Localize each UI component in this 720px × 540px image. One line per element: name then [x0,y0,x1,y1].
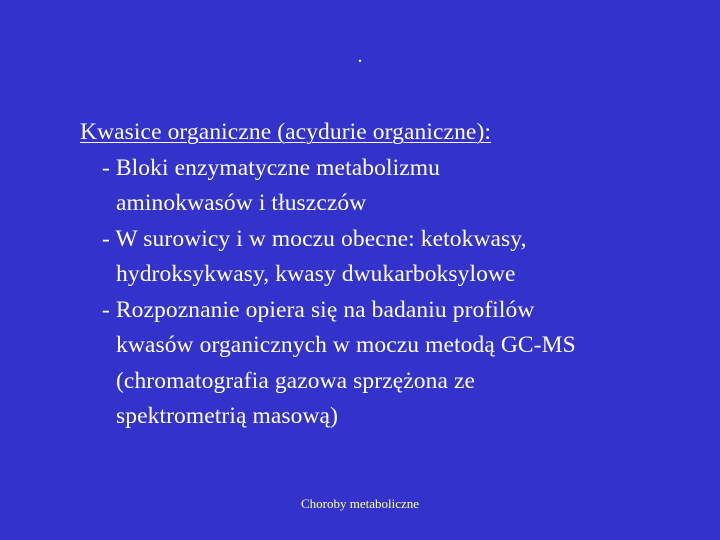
slide-title: . [357,45,363,67]
bullet-line: kwasów organicznych w moczu metodą GC-MS [116,332,576,358]
section-heading: Kwasice organiczne (acydurie organiczne): [80,119,492,145]
bullet-item [80,151,710,222]
bullet-line: - Bloki enzymatyczne metabolizmu [102,154,440,181]
bullet-line: - Rozpoznanie opiera się na badaniu profilów [102,296,535,323]
bullet-item [80,222,710,293]
bullet-line: (chromatografia gazowa sprzężona ze [116,367,476,394]
bullet-item [80,293,710,435]
bullet-line: hydroksykwasy, kwasy dwukarboksylowe [116,261,516,287]
bullet-line: aminokwasów i tłuszczów [116,190,367,216]
slide-footer: Choroby metaboliczne [300,496,420,511]
bullet-line: spektrometrią masową) [116,403,339,429]
bullet-line: - W surowicy i w moczu obecne: ketokwasy, [102,225,527,252]
slide-content [80,115,710,435]
